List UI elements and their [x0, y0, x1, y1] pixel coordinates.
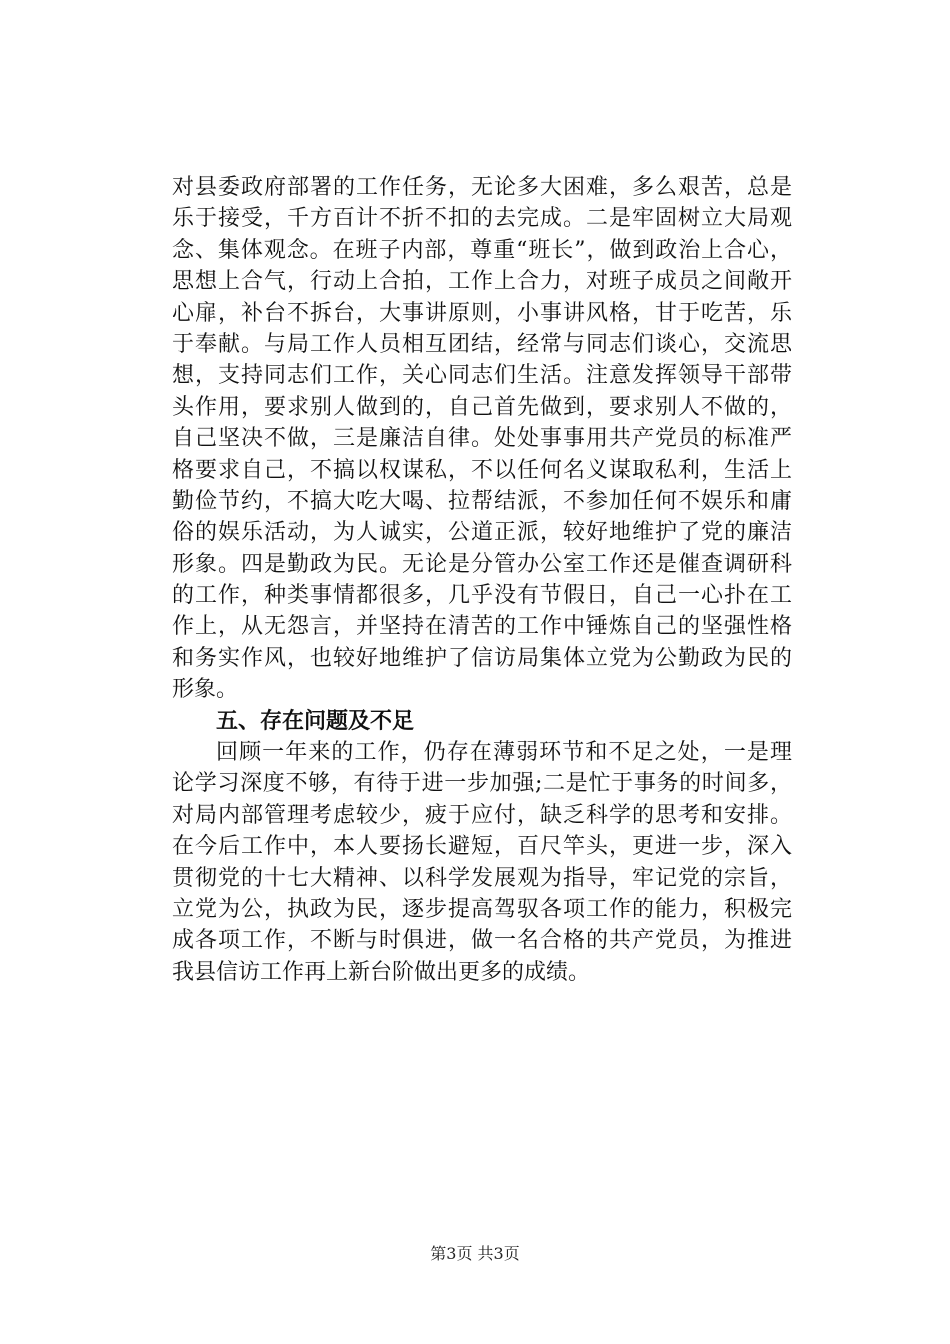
body-line: 作上，从无怨言，并坚持在清苦的工作中锤炼自己的坚强性格 — [172, 614, 792, 640]
body-line: 在今后工作中，本人要扬长避短，百尺竿头，更进一步，深入 — [172, 834, 792, 860]
body-line: 论学习深度不够，有待于进一步加强;二是忙于事务的时间多， — [172, 771, 792, 797]
section-heading: 五、存在问题及不足 — [216, 708, 415, 734]
page-footer: 第3页 共3页 — [430, 1244, 520, 1263]
body-line: 的工作，种类事情都很多，几乎没有节假日，自己一心扑在工 — [172, 583, 792, 609]
body-line: 对局内部管理考虑较少，疲于应付，缺乏科学的思考和安排。 — [172, 802, 792, 828]
body-line: 俗的娱乐活动，为人诚实，公道正派，较好地维护了党的廉洁 — [172, 520, 792, 546]
body-line: 贯彻党的十七大精神、以科学发展观为指导，牢记党的宗旨， — [172, 865, 792, 891]
body-line: 我县信访工作再上新台阶做出更多的成绩。 — [172, 959, 591, 985]
body-line: 和务实作风，也较好地维护了信访局集体立党为公勤政为民的 — [172, 645, 792, 671]
body-line: 心扉，补台不拆台，大事讲原则，小事讲风格，甘于吃苦，乐 — [172, 300, 792, 326]
body-line: 立党为公，执政为民，逐步提高驾驭各项工作的能力，积极完 — [172, 896, 792, 922]
body-line: 思想上合气，行动上合拍，工作上合力，对班子成员之间敞开 — [172, 269, 792, 295]
body-line: 想，支持同志们工作，关心同志们生活。注意发挥领导干部带 — [172, 363, 792, 389]
body-line: 形象。 — [172, 677, 239, 703]
body-line: 自己坚决不做，三是廉洁自律。处处事事用共产党员的标准严 — [172, 426, 792, 452]
body-line: 成各项工作，不断与时俱进，做一名合格的共产党员，为推进 — [172, 928, 792, 954]
document-body — [172, 172, 792, 988]
body-line: 头作用，要求别人做到的，自己首先做到，要求别人不做的， — [172, 394, 792, 420]
body-line: 对县委政府部署的工作任务，无论多大困难，多么艰苦，总是 — [172, 175, 792, 200]
body-line: 于奉献。与局工作人员相互团结，经常与同志们谈心，交流思 — [172, 331, 792, 357]
body-line: 回顾一年来的工作，仍存在薄弱环节和不足之处，一是理 — [216, 740, 792, 766]
body-line: 勤俭节约，不搞大吃大喝、拉帮结派，不参加任何不娱乐和庸 — [172, 488, 792, 514]
body-line: 念、集体观念。在班子内部，尊重“班长”，做到政治上合心， — [172, 237, 792, 263]
body-line: 乐于接受，千方百计不折不扣的去完成。二是牢固树立大局观 — [172, 206, 792, 232]
body-line: 形象。四是勤政为民。无论是分管办公室工作还是催查调研科 — [172, 551, 792, 577]
body-line: 格要求自己，不搞以权谋私，不以任何名义谋取私利，生活上 — [172, 457, 792, 483]
